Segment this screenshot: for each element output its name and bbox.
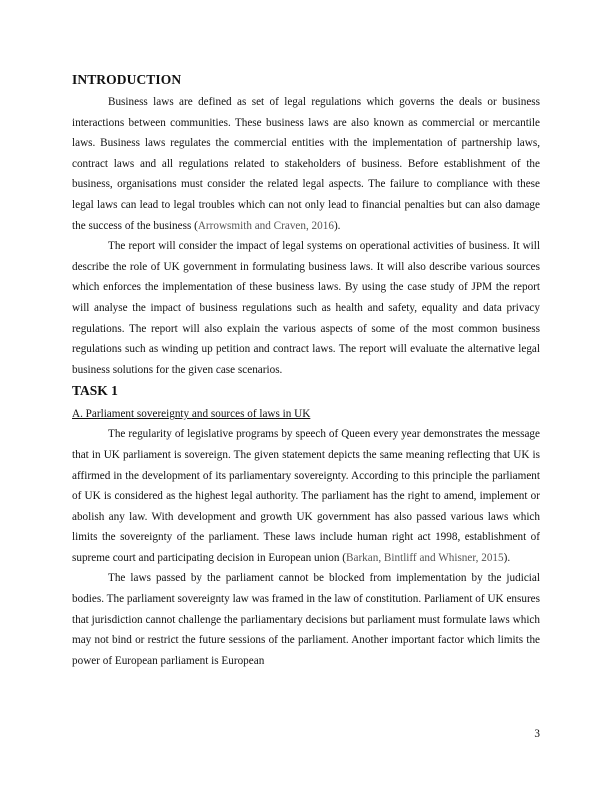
task-1-heading: TASK 1 [72,383,118,399]
task-paragraph-2: The laws passed by the parliament cannot be blocked from implementation by the judicial bodies. The parliament sovereignty law was framed in the law of constitution. Parliament of UK ensures that jurisdiction cannot challenge the parliamentary decisions but parliament must formulate laws which may not bind or restrict the future sessions of the parliament. Another important factor which limits the power of European parliament is European [72,572,540,667]
page-number: 3 [534,728,540,740]
task-citation-1: Barkan, Bintliff and Whisner, 2015 [346,551,504,564]
intro-paragraph-1-end: ). [333,219,341,232]
introduction-heading: INTRODUCTION [72,72,182,87]
intro-paragraph-2: The report will consider the impact of legal systems on operational activities of business. It will describe the role of UK government in formulating business laws. It will also describe various sources which enforces the implementation of these business laws. By using the case study of JPM the report will analyse the impact of business regulations such as health and safety, equality and data privacy regulations. The report will also explain the various aspects of some of the most common business regulations such as winding up petition and contract laws. The report will evaluate the alternative legal business solutions for the given case scenarios. [72,240,540,376]
intro-citation-1: Arrowsmith and Craven, 2016 [197,219,334,232]
task-paragraph-1-end: ). [503,551,511,564]
task-paragraph-1-text: The regularity of legislative programs by speech of Queen every year demonstrates the message that in UK parliament is sovereign. The given statement depicts the same meaning reflecting that UK is affirmed in the development of its parliamentary sovereignty. According to this principle the parliament of UK is considered as the highest legal authority. The parliament has the right to amend, implement or abolish any law. With development and growth UK government has also passed various laws which limits the sovereignty of the parliament. These laws include human right act 1998, establishment of supreme court and participating decision in European union ( [72,428,540,564]
intro-paragraph-1-text: Business laws are defined as set of legal regulations which governs the deals or business interactions between communities. These business laws are also known as commercial or mercantile laws. Business laws regulates the commercial entities with the implementation of partnership laws, contract laws and all regulations related to stakeholders of business. Before establishment of the business, organisations must consider the related legal aspects. The failure to compliance with these legal laws can lead to legal troubles which can not only lead to financial penalties but can also damage the success of the business ( [72,96,540,232]
section-a-heading: A. Parliament sovereignty and sources of laws in UK [72,408,311,421]
task-paragraph-1 [72,424,540,568]
intro-paragraph-1 [72,92,540,236]
